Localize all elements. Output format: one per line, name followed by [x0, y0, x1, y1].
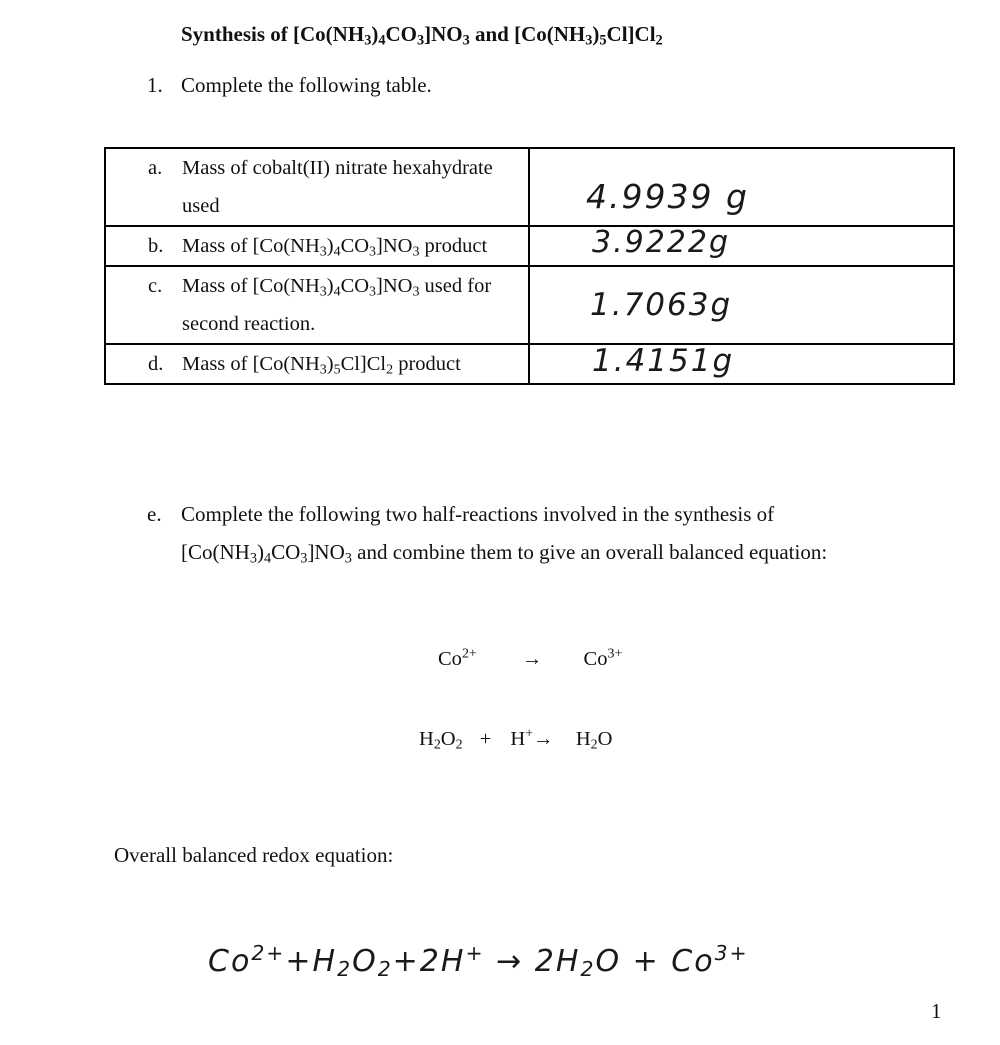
handwritten-answer: 4.9939 g [586, 177, 749, 216]
handwritten-answer: 3.9222g [592, 225, 731, 260]
page-title: Synthesis of $[Co(NH_3)_4CO_3]NO_3$ and $[Co(NH_3)_5Cl]Cl_2$ [181, 22, 663, 49]
reaction-arrow: → [496, 944, 524, 979]
question-number: 1. [147, 73, 163, 97]
table-row [105, 266, 954, 344]
row-label: Mass of $[Co(NH_3)_5Cl]Cl_2$ product [182, 353, 461, 378]
reaction-arrow: → [533, 728, 554, 750]
row-letter: b. [148, 235, 164, 257]
table-row [105, 226, 954, 266]
table-label-cell [105, 226, 529, 266]
half-reaction-cobalt: $Co^{2+} \to Co^{3+}$ [438, 646, 623, 670]
handwritten-answer: 1.4151g [592, 343, 735, 379]
overall-equation-label: Overall balanced redox equation: [114, 843, 394, 867]
row-letter: c. [148, 275, 163, 297]
row-label: Mass of $[Co(NH_3)_4CO_3]NO_3$ product [182, 235, 488, 260]
table-label-cell [105, 266, 529, 344]
reaction-arrow: → [521, 648, 543, 670]
question-1 [147, 73, 432, 98]
handwritten-overall-equation[interactable]: $Co^{2+}+H_2O_2+2H^+ \to 2H_2O + Co^{3+}$ [208, 940, 749, 982]
question-e-line1: Complete the following two half-reactions involved in the synthesis of [181, 502, 775, 526]
table-row [105, 344, 954, 384]
table-label-cell [105, 344, 529, 384]
page-number: 1 [931, 999, 942, 1023]
row-label: Mass of $[Co(NH_3)_4CO_3]NO_3$ used for second reaction. [182, 275, 492, 335]
row-label-line2: used [182, 195, 220, 217]
handwritten-answer: 1.7063g [590, 287, 733, 323]
row-letter: d. [148, 353, 164, 375]
question-e-line2: $[Co(NH_3)_4CO_3]NO_3$ and combine them to give an overall balanced equation: [181, 540, 828, 567]
row-label-line1: Mass of cobalt(II) nitrate hexahydrate [182, 157, 493, 179]
table-label-cell [105, 148, 529, 226]
row-letter: a. [148, 157, 163, 179]
table-row [105, 148, 954, 226]
half-reaction-peroxide: $H_2O_2 + H^+\to H_2O$ [419, 726, 613, 753]
table-answer-cell[interactable] [529, 266, 954, 344]
table-answer-cell[interactable] [529, 344, 954, 384]
question-letter: e. [147, 502, 162, 526]
question-text: Complete the following table. [181, 73, 432, 97]
results-table [104, 147, 955, 385]
table-answer-cell[interactable] [529, 226, 954, 266]
question-e [147, 495, 887, 571]
table-answer-cell[interactable] [529, 148, 954, 226]
